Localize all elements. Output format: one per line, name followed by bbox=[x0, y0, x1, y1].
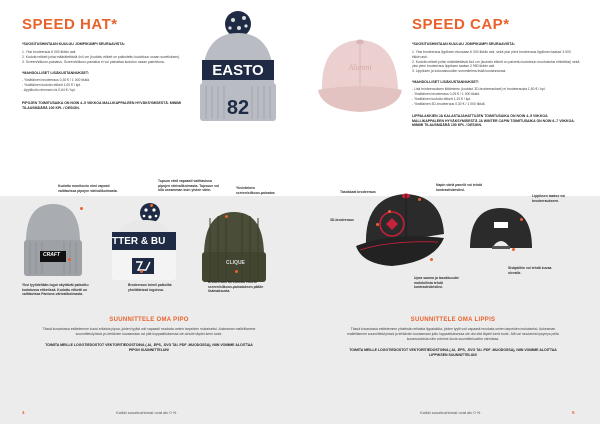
callout-dot bbox=[520, 218, 523, 221]
callout-dot bbox=[140, 270, 143, 273]
dark-cap-image bbox=[352, 188, 452, 270]
speed-hat-subtitle: *SUOSITUSHINTAAN KUULUU JOMPIKUMPI SEURAAVISTA: bbox=[22, 42, 126, 46]
green-beanie-image bbox=[200, 208, 268, 284]
list-item: - Applikoitu nimmari n/a 0,64 € / kpl. bbox=[22, 88, 76, 93]
callout-dot bbox=[430, 258, 433, 261]
callout-back-embroidery: Lippiksen taakse voi brodeeraukseen. bbox=[532, 194, 566, 203]
speed-hat-extra-list bbox=[22, 78, 190, 93]
beanie-label: CRAFT bbox=[43, 252, 60, 258]
callout-dot bbox=[388, 210, 391, 213]
list-item: - Yksittäinen kudottu etikett 1,10 € / kpl. bbox=[412, 96, 472, 101]
list-item: 2. Kudottu etikett joihin määrätettäviä 6x4 cm (kudottu etikett on painettu kudottuun muotoiseksi etikettiksi) sekä yksi pieni brodeeraus lippiksen taakse 2 950 tikkiin asti. bbox=[412, 59, 580, 69]
callout-seam-contrast: Upea sauma ja tasokkuudet mahdollista tehdä kontrastivärisiksi. bbox=[414, 276, 459, 290]
callout-flat-embroidery: Tasokkaat brodeeraus bbox=[340, 190, 376, 194]
speed-hat-delivery-note: PIPOJEN TOIMITUSAIKA ON NOIN 4–5 VIIKKOA MALLIKAPPALEEN HYVÄKSYMISESTÄ. MINIMI TILAUSMÄÄRÄ 100 KPL / DESIGN. bbox=[22, 100, 182, 110]
design-cap-title: SUUNNITTELE OMA LIPPIS bbox=[410, 317, 496, 323]
design-beanie-title: SUUNNITTELE OMA PIPO bbox=[109, 317, 189, 323]
green-beanie-text: CLIQUE bbox=[226, 260, 245, 266]
callout-inside-print: Sisäpäihin voi tehdä kuvaa olevalle. bbox=[508, 266, 552, 275]
callout-dot bbox=[68, 258, 71, 261]
design-cap-section bbox=[344, 317, 562, 358]
design-cap-cta: TOIMITA MEILLE LOGOTIEDOSTOT VEKTORITIEDOSTOINA (.AI, .EPS, .SVG TAI .PDF -MUODOSSA), NIIN VOIMME ALOITTAA LIPPIKSEN SUUNNITTELUN! bbox=[349, 348, 557, 358]
list-item: - Yksittäinen 3D-brodeeraus 0,30 € / 1 000 tikkiä. bbox=[412, 101, 486, 106]
speed-cap-extra-heading: *MAHDOLLISET LISÄKUSTANNUKSET: bbox=[412, 80, 479, 85]
speed-cap-image bbox=[310, 30, 408, 120]
speed-cap-delivery-note: LIPPALAKKIEN JA KALASTAJAHATTUJEN TOIMITUSAIKA ON NOIN 4–5 VIIKKOA MALLIKAPPALEEN HYVÄKSYMISESTÄ JA WINTER CAPIN TOIMITUSAIKA ON NOIN 6–7 VIIKKOA. MINIMI TILAUSMÄÄRÄ 150 KPL / DESIGN. bbox=[412, 113, 575, 128]
design-beanie-section bbox=[40, 317, 258, 353]
speed-hat-info bbox=[22, 42, 190, 110]
page-number-right: 5 bbox=[572, 410, 575, 415]
cap-back-image bbox=[466, 204, 536, 260]
hat-number: 82 bbox=[226, 97, 250, 119]
callout-screen-print: Yksivärinen screen/silkoon-painatus bbox=[236, 186, 275, 195]
list-item: 1. Yksi brodeeraus lippiksen etuosaan 6 000 tikkiin asti, sekä yksi pieni brodeeraus lippiksen taakse 3 000 tikkiin asti. bbox=[412, 49, 571, 59]
speed-cap-extra-list bbox=[412, 87, 580, 107]
list-item: - Lisä brodeerauksen liittäminen (kudotut 3D-brodeeraukset) ei brodeerausta 1,50 € / kpl. bbox=[412, 87, 546, 92]
footer-left-text: Kaikki suositushinnat ovat alv 0 % bbox=[116, 410, 177, 415]
list-item: 3. Lippiksen ja kokonaisuuden sommitelma lisää kustannuksia. bbox=[412, 69, 507, 74]
speed-cap-list bbox=[412, 50, 580, 75]
list-item: - Yksittäinen brodeeraus 0,30 € / 1 000 tikkiä. bbox=[22, 78, 90, 83]
callout-dot bbox=[225, 215, 228, 218]
hat-text: EASTO bbox=[212, 62, 264, 79]
design-cap-text: Tässä kuvastossa esittelemme yhdeksän erilaista lippalakkia, joiden tyylit voit vapaasti muokata omien tarpeiden mukaiseksi. Aukeaman malleillamme suunnittelutyössä ja tehtävien kuvaamaan juttu luppaalituksessa ole oisi sitä täydel-kemi tuote. Älä vai muutamia kysymys peita kuvamuotoisia näin voimme kuvia suunnitteluvaihe vahvistaa. bbox=[347, 327, 559, 342]
callout-dot bbox=[235, 270, 238, 273]
callout-dot bbox=[512, 248, 515, 251]
speed-cap-title: SPEED CAP* bbox=[412, 16, 510, 33]
speed-hat-extra-heading: *MAHDOLLISET LISÄKUSTANNUKSET: bbox=[22, 71, 89, 76]
speed-hat-image bbox=[192, 8, 284, 126]
list-item: 3. Screen/silkoon-painatus. Screen/silkoon-painatus ei voi painattaa kudotun osaan painettuna. bbox=[22, 59, 165, 64]
callout-woven-name: Kudottu monikuvio nimi vaposti valittavissa pipojen värivalikoimasta. bbox=[58, 184, 118, 193]
list-item: 1. Yksi brodeeraus 6 000 tikkiin asti. bbox=[22, 49, 77, 54]
list-item: - Yksittäinen kudottu etikett 1,00 € / kpl. bbox=[22, 83, 82, 88]
speed-cap-info bbox=[412, 42, 580, 128]
speed-hat-list bbox=[22, 50, 190, 65]
callout-dot bbox=[418, 198, 421, 201]
callout-embroidery: Brodeeraus toimii paikoilta yksittäisissä logoissa. bbox=[128, 283, 172, 292]
design-beanie-text: Tässä kuvastossa esittelemme kuusi erilaista pipoa, joiden tyylist voit vapaasti muokata omien tarpeiden mukaiseksi. Aukeaman malleillamme suunnittelutyössä yo-tehtävien kuvaamaan ovi pitä kuppaalituksessa ole-sinulle täydel-kemi tuote. bbox=[42, 327, 256, 337]
speed-cap-subtitle: *SUOSITUSHINTAAN KUULUU JOMPIKUMPI SEURAAVISTA: bbox=[412, 42, 516, 46]
striped-beanie-text: TTER & BU bbox=[112, 236, 166, 247]
customization-section bbox=[0, 179, 600, 424]
callout-button-panels: Napin väriä panelit voi tehdä kontrastivärisiksi. bbox=[436, 183, 482, 192]
design-beanie-cta: TOIMITA MEILLE LOGOTIEDOSTOT VEKTORITIEDOSTOINA (.AI, .EPS, .SVG TAI .PDF -MUODOSSA), NIIN VOIMME ALOITTAA PIPON SUUNNITTELUN! bbox=[45, 343, 253, 353]
callout-dot bbox=[80, 207, 83, 210]
callout-woven-label: Yksi tyylideltään logot näyttävät paikoiltu kudotussa etiketissä. Kudottu etiketti on valittavissa Pantone-värivalikoimasta. bbox=[22, 283, 89, 297]
callout-embroidery-on-print: Brodeeraus tai kudottu etiketti screen/silkoon-painatuksen päälle lisämaksusta. bbox=[208, 280, 264, 294]
page-number-left: 4 bbox=[22, 410, 25, 415]
footer-right-text: Kaikki suositushinnat ovat alv 0 % bbox=[420, 410, 481, 415]
callout-pompom: Tupsun värit vapaasti valittavissa pipojen värivalikoimasta. Tupsuun voi olla useamman kuin yhden värin. bbox=[158, 179, 220, 193]
grey-beanie-image bbox=[22, 202, 84, 278]
list-item: - Yksittäinen brodeeraus 0,25 € / 1 000 tikkiä. bbox=[412, 91, 480, 96]
callout-3d-embroidery: 3D-brodeeraus bbox=[330, 218, 354, 222]
callout-dot bbox=[150, 204, 153, 207]
speed-hat-title: SPEED HAT* bbox=[22, 16, 118, 33]
callout-dot bbox=[376, 223, 379, 226]
list-item: 2. Kudottu etikett johta määrätettäviä 4x4 cm (kudottu etikett on paikoitettu kudottuun osaan sovelluksen). bbox=[22, 54, 181, 59]
svg-text:Alumni: Alumni bbox=[348, 63, 372, 72]
